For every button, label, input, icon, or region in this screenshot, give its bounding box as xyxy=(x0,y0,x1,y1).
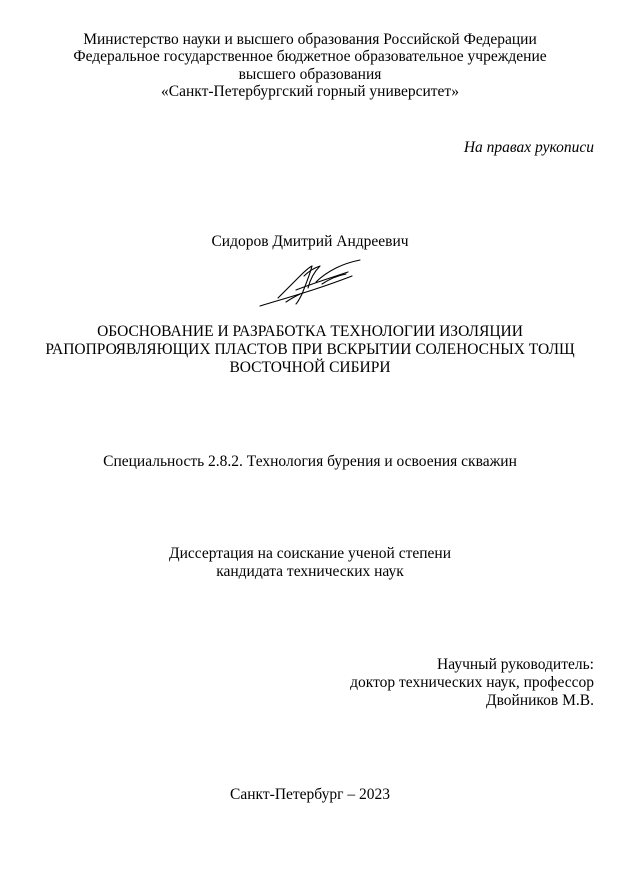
city-year: Санкт-Петербург – 2023 xyxy=(230,786,390,803)
rights-note: На правах рукописи xyxy=(463,139,594,156)
institution-type-line: Федеральное государственное бюджетное образовательное учреждение xyxy=(73,48,547,65)
supervisor-label: Научный руководитель: xyxy=(437,656,594,673)
dissertation-title-line-2: РАПОПРОЯВЛЯЮЩИХ ПЛАСТОВ ПРИ ВСКРЫТИИ СОЛЕНОСНЫХ ТОЛЩ xyxy=(45,341,575,358)
degree-line-2: кандидата технических наук xyxy=(216,563,404,580)
signature-icon xyxy=(256,254,368,310)
author-name: Сидоров Дмитрий Андреевич xyxy=(211,233,409,250)
dissertation-title-line-1: ОБОСНОВАНИЕ И РАЗРАБОТКА ТЕХНОЛОГИИ ИЗОЛЯЦИИ xyxy=(97,323,523,340)
dissertation-title-line-3: ВОСТОЧНОЙ СИБИРИ xyxy=(229,359,391,376)
supervisor-degree: доктор технических наук, профессор xyxy=(350,674,594,691)
ministry-line: Министерство науки и высшего образования Российской Федерации xyxy=(83,31,537,48)
specialty: Специальность 2.8.2. Технология бурения и освоения скважин xyxy=(103,453,517,470)
education-level-line: высшего образования xyxy=(238,66,382,83)
degree-line-1: Диссертация на соискание ученой степени xyxy=(169,545,451,562)
supervisor-name: Двойников М.В. xyxy=(486,692,594,709)
university-name: «Санкт-Петербургский горный университет» xyxy=(161,83,459,100)
